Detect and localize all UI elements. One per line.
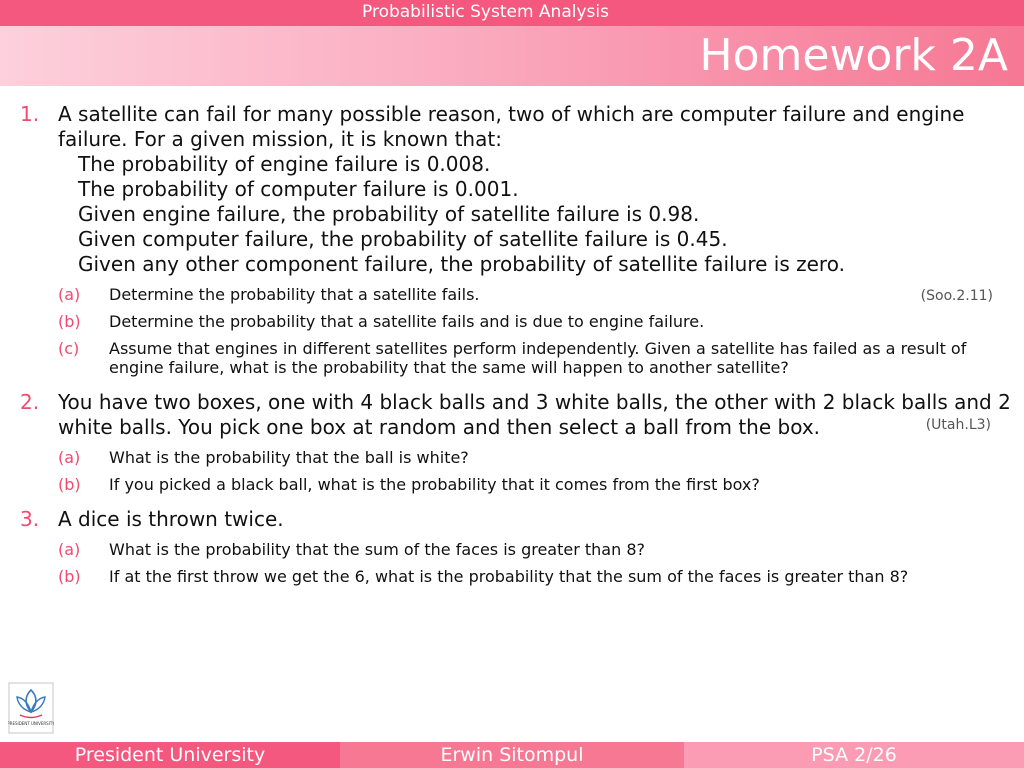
- top-bar: [0, 0, 1024, 26]
- subquestion-label: (b): [58, 312, 81, 331]
- slide-title: Homework 2A: [699, 30, 1008, 81]
- subquestion-label: (b): [58, 567, 81, 586]
- subquestion-text: Determine the probability that a satellite fails and is due to engine failure.: [109, 312, 705, 331]
- subquestion-3b: [58, 567, 1013, 586]
- subquestion-3a: [58, 540, 1013, 559]
- university-logo-icon: [8, 682, 54, 734]
- subquestion-1a: [58, 285, 1013, 304]
- question-3: [0, 507, 1024, 532]
- given-line: Given engine failure, the probability of satellite failure is 0.98.: [78, 202, 700, 226]
- given-line: The probability of computer failure is 0.001.: [78, 177, 519, 201]
- subquestion-text: If you picked a black ball, what is the probability that it comes from the first box?: [109, 475, 760, 494]
- subquestion-2b: [58, 475, 1013, 494]
- logo-text: PRESIDENT UNIVERSITY: [8, 721, 54, 726]
- question-number: 1.: [20, 102, 40, 126]
- question-2: [0, 390, 1024, 440]
- subquestion-label: (a): [58, 448, 81, 467]
- subquestion-text: If at the first throw we get the 6, what is the probability that the sum of the faces is greater than 8?: [109, 567, 909, 586]
- question-1: [0, 102, 1024, 277]
- course-name-bar: [350, 0, 1024, 26]
- footer-page-number: PSA 2/26: [684, 742, 1024, 768]
- reference-tag: (Utah.L3): [925, 417, 991, 433]
- given-line: The probability of engine failure is 0.008.: [78, 152, 491, 176]
- subquestion-label: (a): [58, 540, 81, 559]
- top-bar-left: [0, 0, 350, 26]
- subquestion-label: (c): [58, 339, 80, 358]
- given-line: Given any other component failure, the probability of satellite failure is zero.: [78, 252, 845, 276]
- footer: [0, 742, 1024, 768]
- subquestion-text: Assume that engines in different satellites perform independently. Given a satellite has failed as a result of engine failure, what is the probability that the same will happen to another satellite?: [109, 339, 967, 377]
- footer-author: Erwin Sitompul: [340, 742, 684, 768]
- subquestion-text: Determine the probability that a satellite fails.: [109, 285, 480, 304]
- given-line: Given computer failure, the probability of satellite failure is 0.45.: [78, 227, 728, 251]
- homework-content: [0, 98, 1024, 586]
- subquestion-label: (b): [58, 475, 81, 494]
- footer-university: President University: [0, 742, 340, 768]
- question-number: 2.: [20, 390, 40, 414]
- subquestion-1c: [58, 339, 1013, 377]
- subquestion-label: (a): [58, 285, 81, 304]
- subquestion-2a: [58, 448, 1013, 467]
- question-text: A satellite can fail for many possible reason, two of which are computer failure and engine failure. For a given mission, it is known that:: [58, 102, 965, 151]
- subquestion-1b: [58, 312, 1013, 331]
- question-text: A dice is thrown twice.: [58, 507, 284, 531]
- subquestion-text: What is the probability that the sum of the faces is greater than 8?: [109, 540, 646, 559]
- subquestion-text: What is the probability that the ball is white?: [109, 448, 469, 467]
- reference-tag: (Soo.2.11): [920, 288, 993, 304]
- title-bar: [0, 26, 1024, 86]
- question-text: You have two boxes, one with 4 black balls and 3 white balls, the other with 2 black balls and 2 white balls. You pick one box at random and then select a ball from the box.: [58, 390, 1011, 439]
- course-name: Probabilistic System Analysis: [362, 2, 609, 22]
- question-number: 3.: [20, 507, 40, 531]
